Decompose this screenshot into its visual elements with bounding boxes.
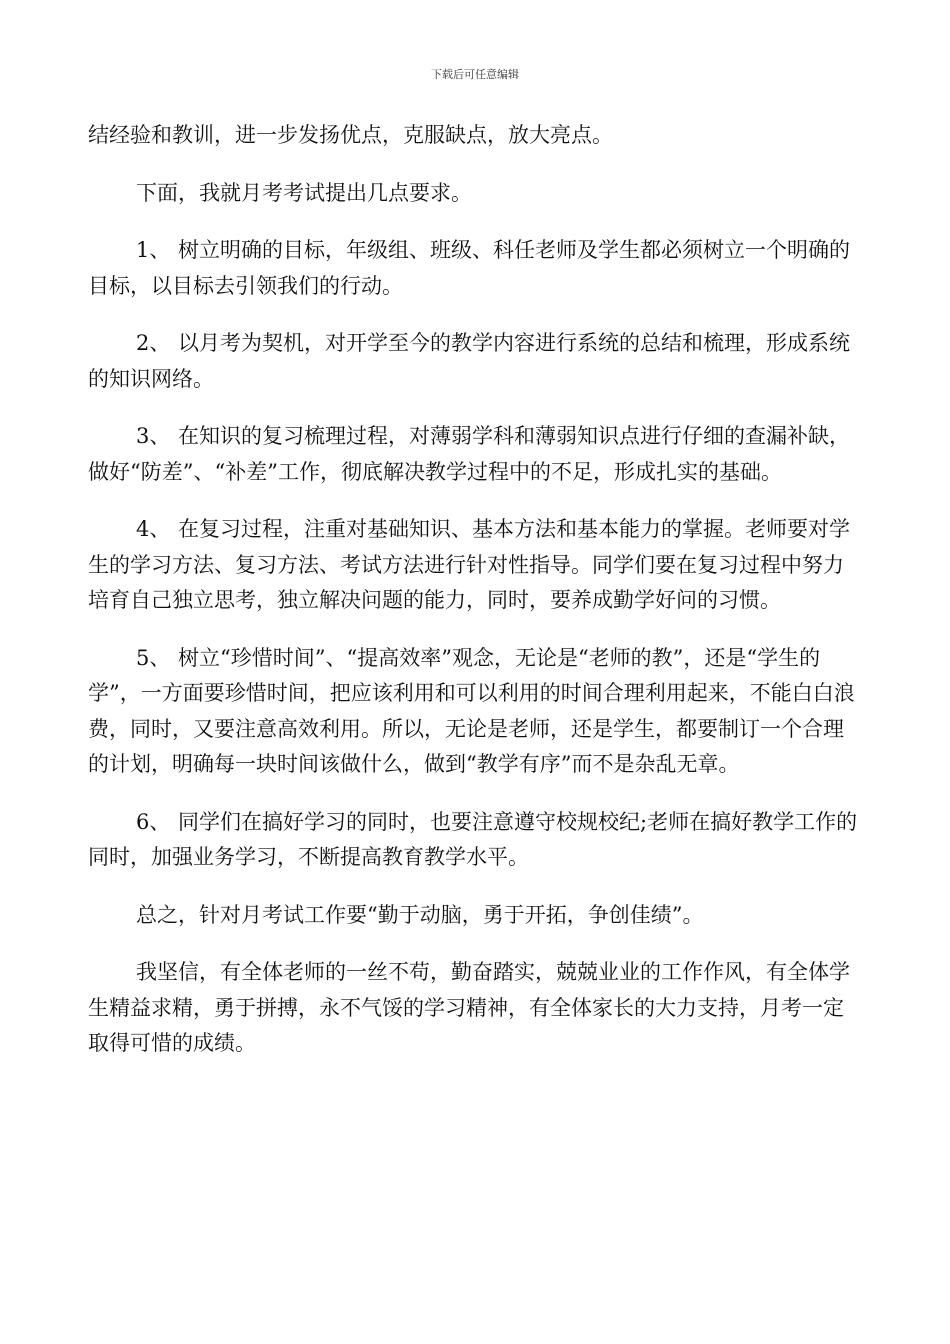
document-body: [88, 118, 860, 1084]
list-number: 5、: [136, 645, 171, 670]
list-item-text: 以月考为契机，对开学至今的教学内容进行系统的总结和梳理，形成系统的知识网络。: [88, 331, 850, 391]
list-number: 4、: [136, 517, 171, 541]
paragraph-text: 我坚信，有全体老师的一丝不苟，勤奋踏实，兢兢业业的工作作风，有全体学生精益求精，勇于拼搏，永不气馁的学习精神，有全体家长的大力支持，月考一定取得可惜的成绩。: [88, 960, 850, 1055]
paragraph-text: 下面，我就月考考试提出几点要求。: [136, 180, 472, 205]
paragraph-summary: [88, 898, 860, 934]
paragraph-text: 结经验和教训，进一步发扬优点，克服缺点，放大亮点。: [88, 123, 613, 147]
list-number: 2、: [136, 331, 171, 355]
list-item-1: [88, 233, 860, 304]
list-number: 6、: [136, 809, 171, 834]
paragraph-conclusion: [88, 955, 860, 1062]
paragraph-continuation: [88, 118, 860, 154]
list-item-text: 树立“珍惜时间”、“提高效率”观念，无论是“老师的教”，还是“学生的学”，一方面要珍惜时间，把应该利用和可以利用的时间合理利用起来，不能白白浪费，同时，又要注意高效利用。所以，无论是老师，还是学生，都要制订一个合理的计划，明确每一块时间该做什么，做到“教学有序”而不是杂乱无章。: [88, 645, 855, 776]
paragraph-intro: [88, 176, 860, 212]
list-item-2: [88, 326, 860, 397]
list-number: 1、: [136, 238, 171, 262]
list-item-text: 在复习过程，注重对基础知识、基本方法和基本能力的掌握。老师要对学生的学习方法、复习方法、考试方法进行针对性指导。同学们要在复习过程中努力培育自己独立思考，独立解决问题的能力，同时，要养成勤学好问的习惯。: [88, 517, 850, 612]
list-item-5: [88, 641, 860, 783]
paragraph-text: 总之，针对月考试工作要“勤于动脑，勇于开拓，争创佳绩”。: [136, 902, 704, 927]
list-item-text: 树立明确的目标，年级组、班级、科任老师及学生都必须树立一个明确的目标，以目标去引领我们的行动。: [88, 238, 850, 298]
list-item-6: [88, 805, 860, 876]
list-number: 3、: [136, 424, 171, 448]
list-item-3: [88, 419, 860, 490]
list-item-4: [88, 512, 860, 619]
page-header: 下载后可任意编辑: [431, 68, 519, 81]
list-item-text: 在知识的复习梳理过程，对薄弱学科和薄弱知识点进行仔细的查漏补缺，做好“防差”、“补差”工作，彻底解决教学过程中的不足，形成扎实的基础。: [88, 424, 850, 484]
list-item-text: 同学们在搞好学习的同时，也要注意遵守校规校纪;老师在搞好教学工作的同时，加强业务学习，不断提高教育教学水平。: [88, 809, 858, 869]
